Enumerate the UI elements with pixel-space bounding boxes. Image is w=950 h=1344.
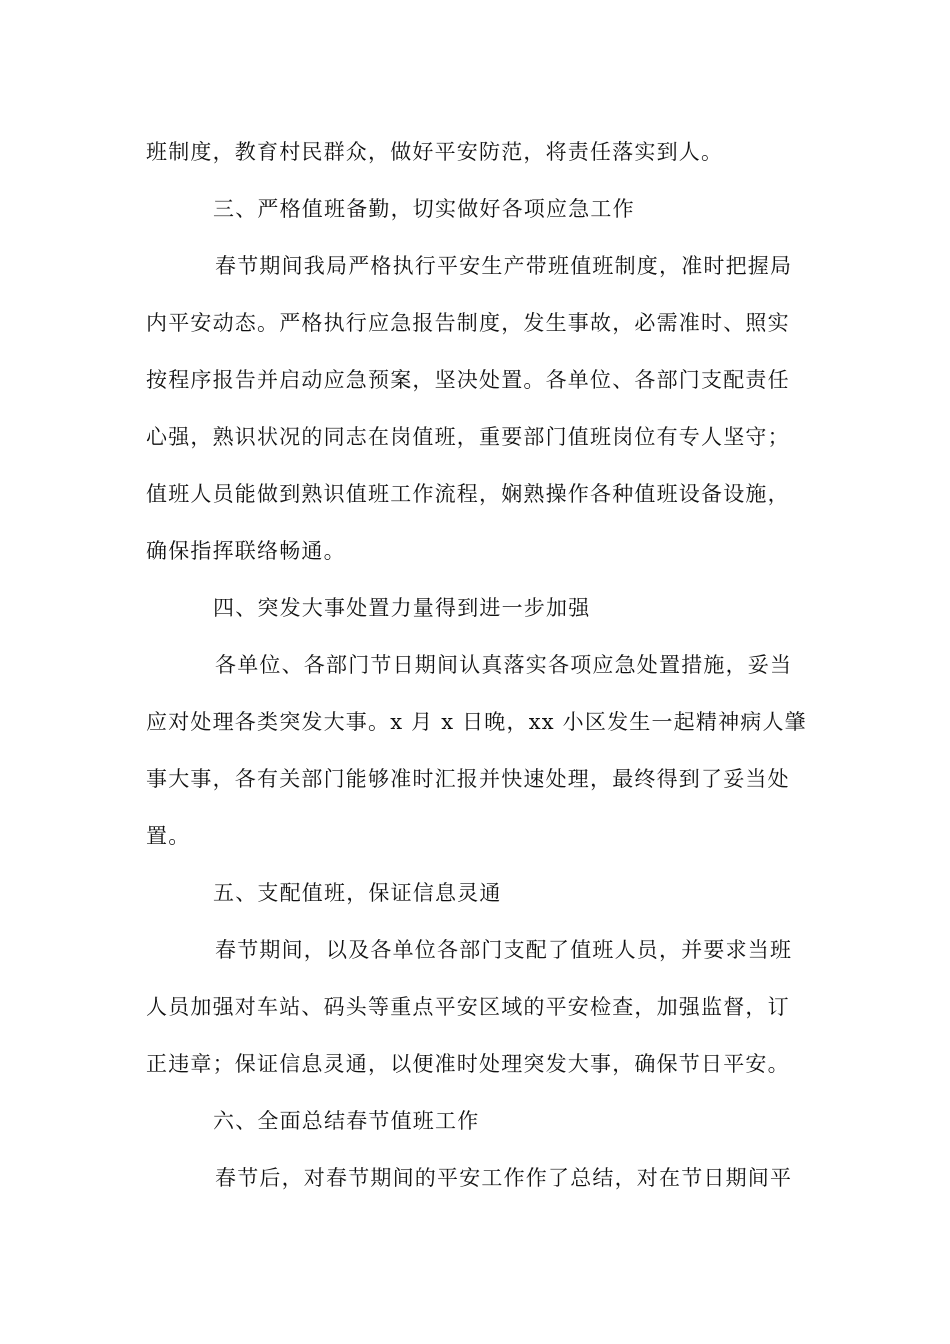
section-heading-5: 五、支配值班，保证信息灵通: [213, 881, 502, 905]
paragraph-line: 按程序报告并启动应急预案，坚决处置。各单位、各部门支配责任: [146, 368, 790, 392]
paragraph-line: 人员加强对车站、码头等重点平安区域的平安检查，加强监督，订: [146, 995, 790, 1019]
paragraph-line: 值班人员能做到熟识值班工作流程，娴熟操作各种值班设备设施，: [146, 482, 790, 506]
paragraph-line: 心强，熟识状况的同志在岗值班，重要部门值班岗位有专人坚守；: [146, 425, 790, 449]
paragraph-line: 春节后，对春节期间的平安工作作了总结，对在节日期间平: [215, 1166, 793, 1190]
paragraph-line: 置。: [146, 824, 191, 848]
paragraph-line: 应对处理各类突发大事。x 月 x 日晚，xx 小区发生一起精神病人肇: [146, 710, 807, 734]
paragraph-line: 春节期间，以及各单位各部门支配了值班人员，并要求当班: [215, 938, 793, 962]
paragraph-line: 正违章；保证信息灵通，以便准时处理突发大事，确保节日平安。: [146, 1052, 790, 1076]
section-heading-4: 四、突发大事处置力量得到进一步加强: [213, 596, 591, 620]
paragraph-line: 事大事，各有关部门能够准时汇报并快速处理，最终得到了妥当处: [146, 767, 790, 791]
paragraph-line: 各单位、各部门节日期间认真落实各项应急处置措施，妥当: [215, 653, 793, 677]
section-heading-3: 三、严格值班备勤，切实做好各项应急工作: [213, 197, 635, 221]
paragraph-line: 春节期间我局严格执行平安生产带班值班制度，准时把握局: [215, 254, 793, 278]
paragraph-line: 确保指挥联络畅通。: [146, 539, 346, 563]
paragraph-line: 班制度，教育村民群众，做好平安防范，将责任落实到人。: [146, 140, 724, 164]
section-heading-6: 六、全面总结春节值班工作: [213, 1109, 480, 1133]
paragraph-line: 内平安动态。严格执行应急报告制度，发生事故，必需准时、照实: [146, 311, 790, 335]
